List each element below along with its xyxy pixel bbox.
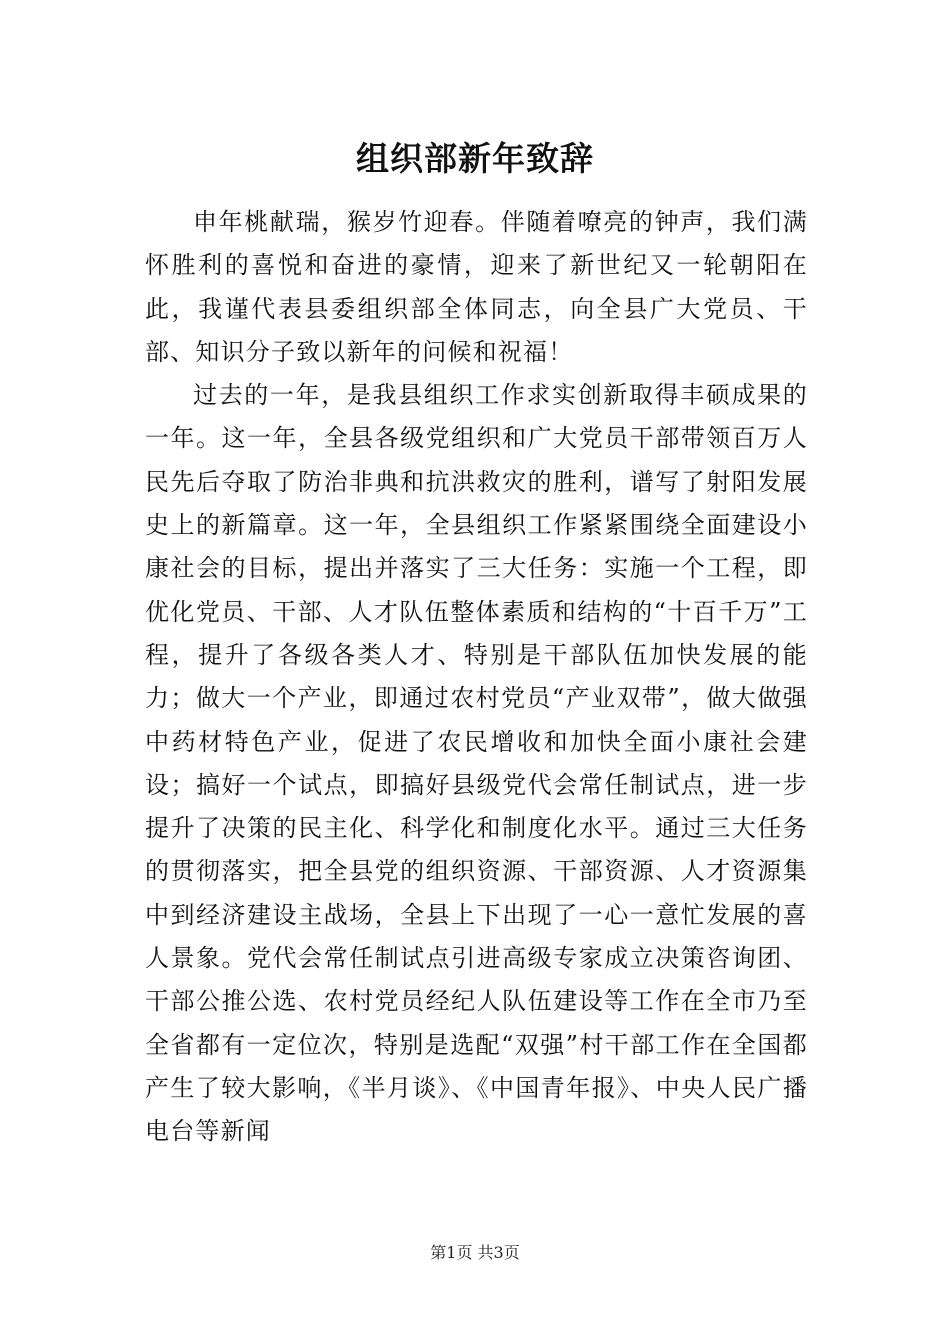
paragraph-review: 过去的一年，是我县组织工作求实创新取得丰硕成果的一年。这一年，全县各级党组织和广大党员干部带领百万人民先后夺取了防治非典和抗洪救灾的胜利，谱写了射阳发展史上的新篇章。这一年，全县组织工作紧紧围绕全面建设小康社会的目标，提出并落实了三大任务：实施一个工程，即优化党员、干部、人才队伍整体素质和结构的“十百千万”工程，提升了各级各类人才、特别是干部队伍加快发展的能力；做大一个产业，即通过农村党员“产业双带”，做大做强中药材特色产业，促进了农民增收和加快全面小康社会建设；搞好一个试点，即搞好县级党代会常任制试点，进一步提升了决策的民主化、科学化和制度化水平。通过三大任务的贯彻落实，把全县党的组织资源、干部资源、人才资源集中到经济建设主战场，全县上下出现了一心一意忙发展的喜人景象。党代会常任制试点引进高级专家成立决策咨询团、干部公推公选、农村党员经纪人队伍建设等工作在全市乃至全省都有一定位次，特别是选配“双强”村干部工作在全国都产生了较大影响，《半月谈》、《中国青年报》、中央人民广播电台等新闻 — [145, 381, 808, 1146]
paragraph-greeting: 申年桃献瑞，猴岁竹迎春。伴随着嘹亮的钟声，我们满怀胜利的喜悦和奋进的豪情，迎来了新世纪又一轮朝阳在此，我谨代表县委组织部全体同志，向全县广大党员、干部、知识分子致以新年的问候和祝福！ — [145, 208, 808, 366]
page-footer: 第1页 共3页 — [430, 1243, 520, 1262]
document-title: 组织部新年致辞 — [356, 139, 594, 178]
document-body — [145, 201, 808, 1154]
